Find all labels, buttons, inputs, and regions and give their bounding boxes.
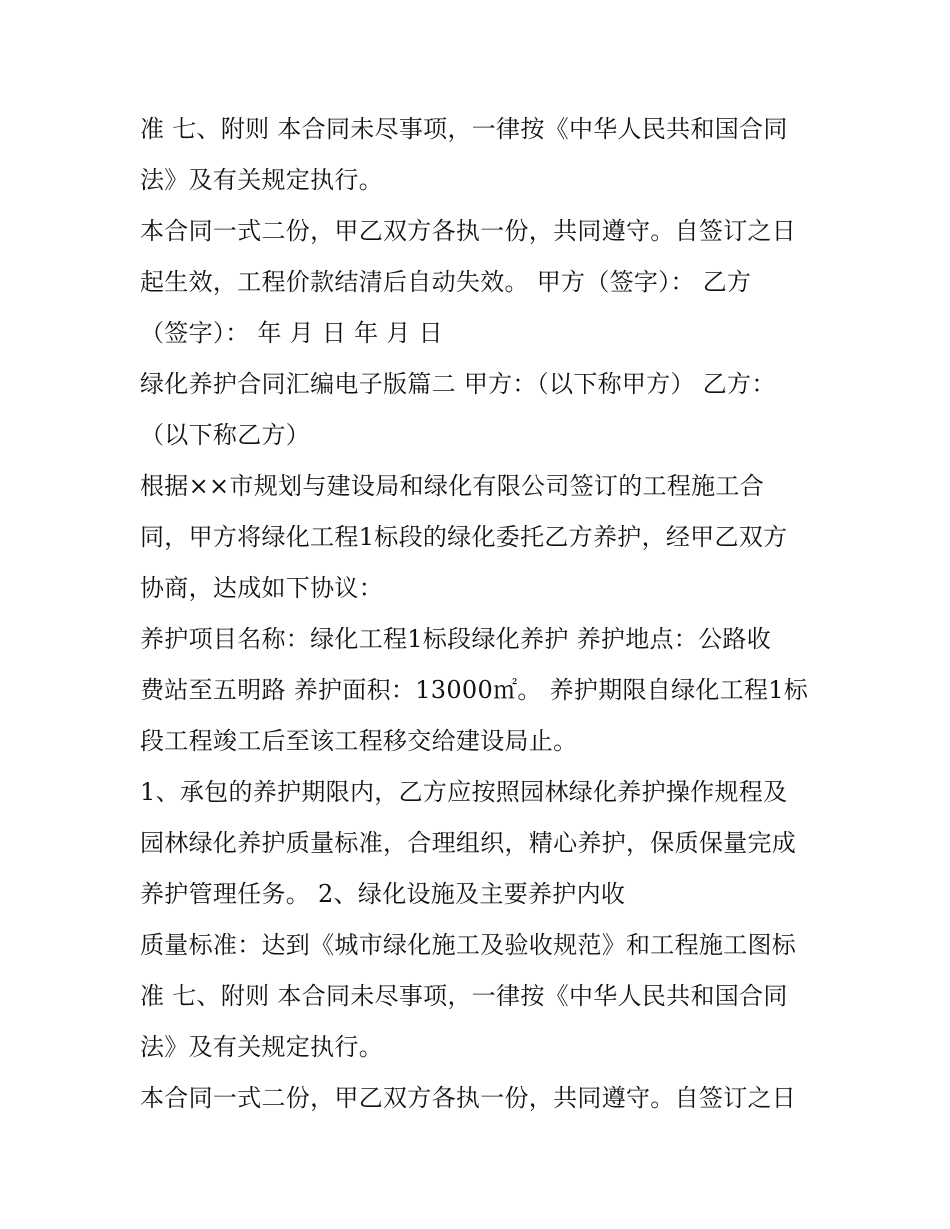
text-line: 养护项目名称：绿化工程1标段绿化养护 养护地点：公路收 — [140, 625, 771, 653]
text-line: 根据××市规划与建设局和绿化有限公司签订的工程施工合 — [140, 472, 765, 500]
text-line: 协商，达成如下协议： — [140, 574, 383, 602]
text-line: 绿化养护合同汇编电子版篇二 甲方：（以下称甲方） 乙方： — [140, 370, 776, 398]
text-line: 园林绿化养护质量标准，合理组织，精心养护，保质保量完成 — [140, 829, 797, 857]
text-line: 本合同一式二份，甲乙双方各执一份，共同遵守。自签订之日 — [140, 217, 797, 245]
text-line: 段工程竣工后至该工程移交给建设局止。 — [140, 727, 578, 755]
text-line: 准 七、附则 本合同未尽事项，一律按《中华人民共和国合同 — [140, 982, 788, 1010]
text-line: 同，甲方将绿化工程1标段的绿化委托乙方养护，经甲乙双方 — [140, 523, 788, 551]
text-line: 养护管理任务。 2、绿化设施及主要养护内收 — [140, 880, 626, 908]
contract-body-text — [140, 104, 830, 1124]
text-line: 1、承包的养护期限内，乙方应按照园林绿化养护操作规程及 — [140, 778, 788, 806]
text-line: 起生效，工程价款结清后自动失效。 甲方（签字）： 乙方 — [140, 268, 752, 296]
text-line: 法》及有关规定执行。 — [140, 1033, 383, 1061]
text-line: 法》及有关规定执行。 — [140, 166, 383, 194]
text-line: 本合同一式二份，甲乙双方各执一份，共同遵守。自签订之日 — [140, 1084, 797, 1112]
text-line: 质量标准：达到《城市绿化施工及验收规范》和工程施工图标 — [140, 931, 797, 959]
text-line: （签字）： 年 月 日 年 月 日 — [140, 319, 443, 347]
text-line: 准 七、附则 本合同未尽事项，一律按《中华人民共和国合同 — [140, 115, 788, 143]
text-line: 费站至五明路 养护面积：13000㎡。 养护期限自绿化工程1标 — [140, 676, 809, 704]
text-line: （以下称乙方） — [140, 421, 311, 449]
